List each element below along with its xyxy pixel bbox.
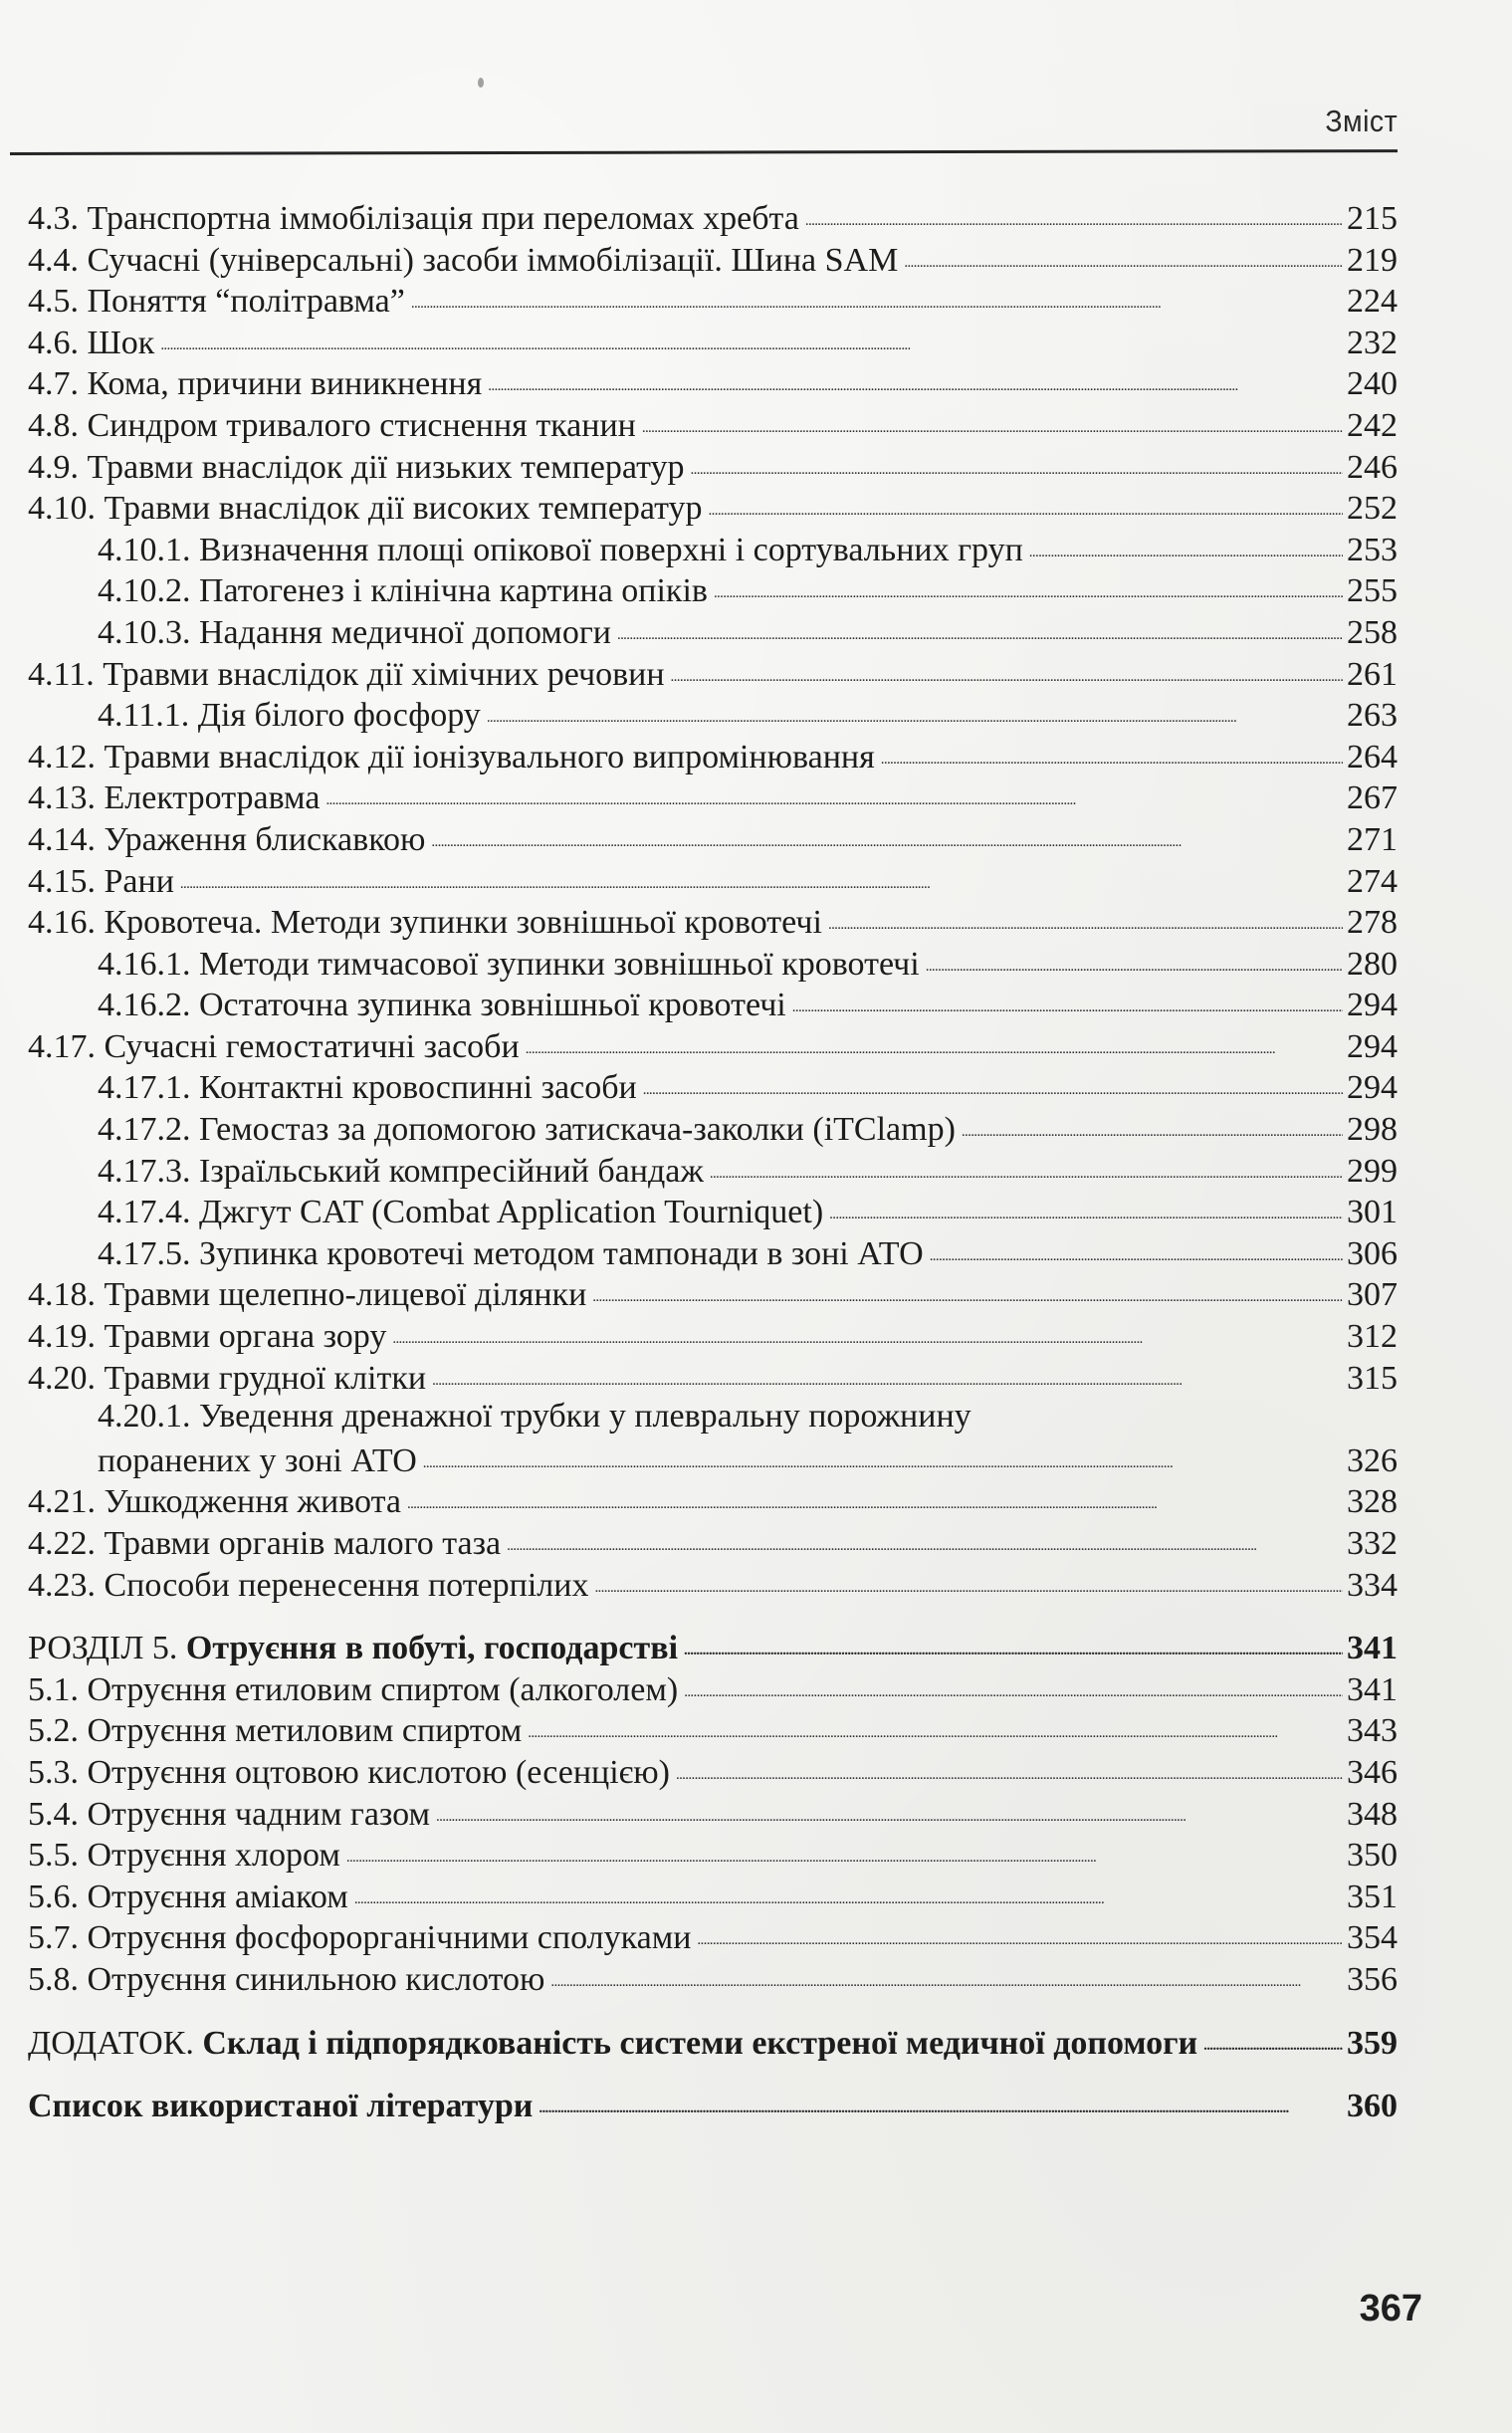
toc-entry-label (28, 1565, 594, 1607)
toc-entry[interactable] (28, 1106, 1398, 1148)
dot-leader (507, 1520, 1343, 1554)
toc-entry-title: Шок (87, 324, 155, 361)
toc-chapter5-entries (28, 1666, 1398, 1998)
toc-entry[interactable] (28, 609, 1398, 651)
dot-leader (805, 195, 1343, 229)
toc-entry-number: 4.23. (28, 1566, 96, 1604)
toc-entry-page: 328 (1347, 1483, 1398, 1521)
toc-entry-page: 298 (1347, 1111, 1398, 1149)
toc-entry-page: 253 (1347, 531, 1398, 568)
toc-entry-page: 232 (1347, 324, 1398, 361)
toc-entry[interactable] (28, 527, 1398, 568)
dot-leader (1029, 527, 1343, 560)
dot-leader (407, 1478, 1343, 1512)
toc-entry-label (98, 1109, 962, 1151)
toc-entry-title: Дія білого фосфору (197, 697, 481, 735)
toc-entry-number: 4.9. (28, 448, 79, 486)
toc-entry-number: 4.5. (28, 283, 79, 321)
toc-entry-title: Сучасні (універсальні) засоби іммобілізації. Шина SAM (87, 241, 899, 279)
toc-entry-page: 261 (1347, 655, 1398, 693)
toc-entry-title: Травми внаслідок дії високих температур (104, 490, 703, 528)
toc-entry-title: Отруєння метиловим спиртом (87, 1712, 523, 1750)
toc-entry-title: Контактні кровоспинні засоби (199, 1069, 637, 1107)
toc-entry[interactable] (28, 1562, 1398, 1604)
toc-entry-number: 5.1. (28, 1670, 79, 1708)
toc-entry-title: Травми внаслідок дії низьких температур (87, 448, 685, 486)
toc-entry-title: Травми органів малого таза (104, 1525, 502, 1562)
dot-leader (526, 1023, 1343, 1057)
toc-entry-page: 294 (1347, 987, 1398, 1024)
toc-entry-number: 5.2. (28, 1712, 79, 1750)
toc-entry-page: 315 (1347, 1359, 1398, 1397)
dot-leader (436, 1791, 1343, 1825)
toc-entry-label (28, 1358, 432, 1400)
toc-entry-label (28, 819, 431, 861)
toc-entry-chapter5[interactable] (28, 1625, 1398, 1666)
dot-leader (828, 899, 1343, 933)
toc-entry-title: поранених у зоні АТО (98, 1441, 417, 1479)
dot-leader (684, 1625, 1343, 1659)
spacer (28, 1998, 1398, 2020)
toc-entry-label (28, 902, 828, 944)
toc-entry-label (28, 654, 671, 696)
toc-entry-label (28, 1835, 346, 1877)
dot-leader (325, 774, 1343, 808)
toc-entry-label (28, 1917, 697, 1959)
toc-entry[interactable] (28, 692, 1398, 734)
toc-entry[interactable] (28, 734, 1398, 775)
toc-entry-label (98, 1233, 930, 1275)
toc-entry-page: 356 (1347, 1960, 1398, 1998)
toc-entry-page: 294 (1347, 1027, 1398, 1065)
toc-entry-number: 4.10.3. (98, 613, 191, 651)
dot-leader (617, 609, 1343, 643)
toc-entry-title: Травми внаслідок дії іонізувального випромінювання (104, 738, 875, 775)
toc-entry-label (28, 1026, 526, 1068)
toc-entry-prefix: РОЗДІЛ 5. (28, 1630, 178, 1667)
toc-entry[interactable] (28, 320, 1398, 361)
toc-entry-label (28, 1959, 550, 2001)
toc-entry-page: 252 (1347, 490, 1398, 528)
toc-entry[interactable] (28, 651, 1398, 693)
toc-entry[interactable] (28, 899, 1398, 941)
toc-entry-label (98, 530, 1029, 571)
toc-entry-number: 4.11.1. (98, 697, 190, 735)
toc-entry-number: 4.22. (28, 1525, 96, 1562)
toc-entry-label (28, 405, 642, 447)
toc-entry-title: Отруєння в побуті, господарстві (185, 1630, 679, 1667)
toc-entry-page: 255 (1347, 572, 1398, 610)
toc-entry-title: Рани (104, 862, 174, 900)
toc-entry-number: 4.10.1. (98, 531, 191, 568)
spacer (28, 1603, 1398, 1625)
toc-entry-label (28, 240, 904, 282)
toc-entry[interactable] (28, 1355, 1398, 1397)
dot-leader (346, 1832, 1343, 1866)
toc-entry-label (98, 985, 792, 1026)
toc-entry-number: 4.19. (28, 1318, 96, 1356)
spacer (28, 2061, 1398, 2083)
toc-entry-label (98, 695, 487, 737)
toc-entry[interactable] (28, 774, 1398, 816)
dot-leader (431, 816, 1343, 850)
toc-entry-number: 4.10. (28, 490, 96, 528)
page-number: 367 (1359, 2288, 1422, 2329)
toc-entry[interactable] (28, 1914, 1398, 1956)
toc-entry[interactable] (28, 402, 1398, 444)
toc-entry-title: Електротравма (104, 779, 321, 817)
toc-entry-label (28, 1794, 436, 1836)
toc-entry[interactable] (28, 1666, 1398, 1708)
toc-entry-label (98, 1440, 423, 1482)
toc-entry[interactable] (28, 1791, 1398, 1833)
toc-entry-title: Отруєння чадним газом (87, 1795, 431, 1833)
toc-entry-number: 4.4. (28, 241, 79, 279)
toc-entry-page: 307 (1347, 1276, 1398, 1314)
toc-entry-page: 274 (1347, 862, 1398, 900)
toc-entry-title: Способи перенесення потерпілих (104, 1566, 589, 1604)
toc-entry-number: 4.17.4. (98, 1194, 191, 1231)
toc-entry-label (28, 2086, 539, 2127)
toc-entry[interactable] (28, 941, 1398, 983)
toc-entry-number: 4.17.1. (98, 1069, 191, 1107)
toc-entry-title: Ушкодження живота (104, 1483, 401, 1521)
toc-entry-number: 4.17.5. (98, 1234, 191, 1272)
toc-entry[interactable] (28, 444, 1398, 486)
dot-leader (488, 360, 1343, 394)
dot-leader (691, 444, 1343, 478)
toc-entry-title: Поняття “політравма” (87, 283, 405, 321)
toc-entry-title: Надання медичної допомоги (199, 613, 611, 651)
toc-entry-label (28, 1877, 354, 1918)
dot-leader (160, 320, 1343, 353)
toc-entry-page: 299 (1347, 1152, 1398, 1190)
toc-chapter4-entries (28, 195, 1398, 1603)
toc-entry[interactable] (28, 1707, 1398, 1749)
toc-entry-title: Зупинка кровотечі методом тампонади в зоні АТО (199, 1234, 924, 1272)
toc-entry-page: 326 (1347, 1441, 1398, 1479)
toc-entry[interactable] (28, 567, 1398, 609)
dot-leader (930, 1230, 1343, 1264)
dot-leader (962, 1106, 1343, 1140)
dot-leader (671, 651, 1343, 685)
toc-entry-title: Склад і підпорядкованість системи екстреної медичної допомоги (202, 2024, 1198, 2062)
toc-entry[interactable] (28, 816, 1398, 858)
toc-entry-title: Отруєння синильною кислотою (87, 1960, 545, 1998)
toc-entry-page: 312 (1347, 1318, 1398, 1356)
toc-entry-label (28, 281, 411, 323)
toc-entry-number: 5.3. (28, 1753, 79, 1791)
dot-leader (550, 1956, 1343, 1990)
toc-entry-label (28, 1316, 392, 1358)
toc-entry-number: 5.5. (28, 1837, 79, 1875)
toc-entry-page: 350 (1347, 1837, 1398, 1875)
toc-entry-page: 271 (1347, 820, 1398, 858)
toc-entry[interactable] (28, 278, 1398, 320)
toc-entry[interactable] (28, 1148, 1398, 1190)
dot-leader (881, 734, 1343, 768)
toc-entry-label (98, 1151, 710, 1193)
toc-entry[interactable] (28, 1230, 1398, 1272)
toc-entry-number: 4.17. (28, 1027, 96, 1065)
toc-entry-title: Синдром тривалого стиснення тканин (87, 406, 636, 444)
toc-entry-page: 359 (1347, 2024, 1398, 2062)
dot-leader (926, 941, 1343, 975)
toc-entry-label (28, 1752, 676, 1794)
toc-entry-page: 264 (1347, 738, 1398, 775)
toc-entry[interactable] (28, 1313, 1398, 1355)
toc-entry-title: Ураження блискавкою (104, 820, 426, 858)
toc-entry-title: Отруєння етиловим спиртом (алкоголем) (87, 1670, 679, 1708)
dot-leader (528, 1707, 1343, 1741)
toc-entry[interactable] (28, 1478, 1398, 1520)
toc-entry[interactable] (28, 360, 1398, 402)
toc-entry-number: 5.4. (28, 1795, 79, 1833)
toc-entry-title: Список використаної літератури (28, 2088, 534, 2125)
dot-leader (354, 1874, 1343, 1907)
dot-leader (423, 1438, 1343, 1471)
toc-entry-title: Джгут CAT (Combat Application Tourniquet) (199, 1194, 824, 1231)
toc-entry-number: 4.16.2. (98, 987, 191, 1024)
toc-entry-title: Отруєння аміаком (87, 1878, 348, 1915)
toc-entry-page: 354 (1347, 1919, 1398, 1957)
toc-entry-page: 360 (1347, 2088, 1398, 2125)
toc-entry-label (28, 1274, 592, 1316)
toc-entry[interactable] (28, 1956, 1398, 1998)
toc-entry[interactable] (28, 485, 1398, 527)
header-rule (10, 149, 1398, 155)
toc-entry-page: 348 (1347, 1795, 1398, 1833)
toc-entry-number: 4.8. (28, 406, 79, 444)
toc-entry-page: 215 (1347, 200, 1398, 237)
toc-entry-title: Остаточна зупинка зовнішньої кровотечі (199, 987, 786, 1024)
toc-entry-label (98, 1396, 977, 1438)
dot-leader (1203, 2020, 1343, 2054)
toc-entry-title: Методи тимчасової зупинки зовнішньої кровотечі (199, 945, 920, 983)
toc-entry-title: Отруєння хлором (87, 1837, 340, 1875)
toc-entry-title: Ізраїльський компресійний бандаж (199, 1152, 704, 1190)
toc-entry-references[interactable] (28, 2083, 1398, 2124)
toc-entry-label (28, 777, 325, 819)
toc-entry-number: 5.6. (28, 1878, 79, 1915)
toc-entry[interactable] (28, 237, 1398, 279)
toc-entry-number: 4.15. (28, 862, 96, 900)
toc-entry-number: 4.6. (28, 324, 79, 361)
dot-leader (714, 567, 1343, 601)
toc-entry-page: 280 (1347, 945, 1398, 983)
toc-entry-title: Кровотеча. Методи зупинки зовнішньої кровотечі (104, 904, 822, 942)
toc-entry-page: 343 (1347, 1712, 1398, 1750)
toc-entry-page: 306 (1347, 1234, 1398, 1272)
toc-entry-title: Травми грудної клітки (104, 1359, 427, 1397)
toc-entry-label (28, 1710, 528, 1752)
toc-entry-title: Отруєння оцтовою кислотою (есенцією) (87, 1753, 670, 1791)
dot-leader (594, 1562, 1343, 1596)
toc-entry-label (98, 944, 926, 986)
dot-leader (411, 278, 1343, 312)
toc-entry-label (28, 363, 488, 405)
toc-entry-page: 341 (1347, 1630, 1398, 1667)
toc-entry-title: Сучасні гемостатичні засоби (104, 1027, 520, 1065)
toc-entry[interactable] (28, 1189, 1398, 1230)
toc-entry[interactable] (28, 1023, 1398, 1065)
toc-entry-page: 334 (1347, 1566, 1398, 1604)
toc-entry-number: 4.17.3. (98, 1152, 191, 1190)
running-head-title: Зміст (1325, 104, 1398, 138)
toc-entry-page: 246 (1347, 448, 1398, 486)
toc-entry-title: Транспортна іммобілізація при переломах хребта (87, 200, 799, 237)
toc-entry[interactable] (28, 982, 1398, 1023)
dot-leader (829, 1189, 1343, 1222)
dot-leader (709, 485, 1343, 519)
toc-entry-label (28, 1523, 507, 1565)
toc-entry-title: Гемостаз за допомогою затискача-заколки (iTClamp) (199, 1111, 956, 1149)
toc-entry-number: 4.7. (28, 365, 79, 403)
toc-entry-page: 258 (1347, 613, 1398, 651)
toc-entry-title: Уведення дренажної трубки у плевральну порожнину (199, 1398, 972, 1436)
toc-entry-label (98, 1067, 643, 1109)
toc-entry-label (28, 323, 160, 364)
toc-entry-page: 332 (1347, 1525, 1398, 1562)
toc-entry-number: 4.13. (28, 779, 96, 817)
dot-leader (904, 237, 1343, 271)
toc-entry[interactable] (28, 1874, 1398, 1915)
toc-entry-title: Травми органа зору (104, 1318, 387, 1356)
toc-entry-label (28, 1628, 684, 1669)
toc-entry-number: 4.3. (28, 200, 79, 237)
dot-leader (180, 858, 1343, 892)
toc-entry-number: 4.17.2. (98, 1111, 191, 1149)
toc-entry-page: 219 (1347, 241, 1398, 279)
toc-entry-label (28, 1481, 407, 1523)
toc-entry-number: 5.7. (28, 1919, 79, 1957)
toc-entry-appendix[interactable] (28, 2020, 1398, 2062)
dot-leader (487, 692, 1343, 726)
toc-entry-label (28, 737, 881, 778)
dot-leader (432, 1355, 1343, 1389)
toc-entry-page: 267 (1347, 779, 1398, 817)
toc-entry-page: 341 (1347, 1670, 1398, 1708)
dot-leader (710, 1148, 1343, 1182)
toc-entry-number: 4.20.1. (98, 1398, 191, 1436)
toc-entry[interactable] (28, 1520, 1398, 1562)
toc-entry-title: Травми щелепно-лицевої ділянки (104, 1276, 587, 1314)
toc-entry-page: 351 (1347, 1878, 1398, 1915)
toc-entry-title: Патогенез і клінічна картина опіків (199, 572, 708, 610)
toc-entry-title: Кома, причини виникнення (87, 365, 483, 403)
toc-entry-label (28, 861, 180, 903)
dot-leader (643, 1064, 1343, 1098)
toc-entry[interactable] (28, 1271, 1398, 1313)
toc-entry[interactable] (28, 1749, 1398, 1791)
toc-entry-label (28, 2023, 1203, 2065)
toc-entry-page: 242 (1347, 406, 1398, 444)
toc-entry-page: 346 (1347, 1753, 1398, 1791)
dot-leader (684, 1666, 1343, 1700)
toc-entry-label (28, 447, 691, 489)
toc-entry-number: 4.11. (28, 655, 95, 693)
dot-leader (539, 2083, 1343, 2116)
toc-entry-page: 294 (1347, 1069, 1398, 1107)
dot-leader (792, 982, 1343, 1015)
toc-entry-label (98, 1192, 829, 1233)
dot-leader (676, 1749, 1343, 1783)
toc-entry-label (28, 198, 805, 240)
toc-entry-label (98, 612, 617, 654)
toc-entry-number: 4.10.2. (98, 572, 191, 610)
toc-entry[interactable] (28, 1064, 1398, 1106)
toc-entry-continuation[interactable] (28, 1438, 1398, 1479)
toc-entry-title: Отруєння фосфорорганічними сполуками (87, 1919, 692, 1957)
toc-entry-number: 4.18. (28, 1276, 96, 1314)
dot-leader (642, 402, 1343, 436)
table-of-contents (28, 195, 1398, 2124)
toc-entry-number: 4.16.1. (98, 945, 191, 983)
toc-entry-label (28, 1669, 684, 1711)
ink-speck (478, 78, 484, 88)
toc-entry-prefix: ДОДАТОК. (28, 2024, 194, 2062)
toc-entry-number: 4.12. (28, 738, 96, 775)
toc-entry-number: 4.20. (28, 1359, 96, 1397)
dot-leader (592, 1271, 1343, 1305)
toc-entry-number: 4.21. (28, 1483, 96, 1521)
toc-entry[interactable] (28, 195, 1398, 237)
toc-entry-title: Травми внаслідок дії хімічних речовин (103, 655, 665, 693)
toc-entry-number: 4.16. (28, 904, 96, 942)
toc-entry[interactable] (28, 1396, 1398, 1438)
toc-entry-page: 301 (1347, 1194, 1398, 1231)
toc-entry-page: 263 (1347, 697, 1398, 735)
toc-entry-label (28, 488, 709, 530)
toc-entry[interactable] (28, 1832, 1398, 1874)
dot-leader (697, 1914, 1343, 1948)
toc-entry-page: 278 (1347, 904, 1398, 942)
dot-leader (392, 1313, 1343, 1347)
toc-entry-number: 5.8. (28, 1960, 79, 1998)
toc-entry-number: 4.14. (28, 820, 96, 858)
toc-entry-page: 240 (1347, 365, 1398, 403)
toc-entry[interactable] (28, 858, 1398, 900)
toc-entry-title: Визначення площі опікової поверхні і сортувальних груп (199, 531, 1023, 568)
toc-entry-page: 224 (1347, 283, 1398, 321)
toc-entry-label (98, 570, 714, 612)
